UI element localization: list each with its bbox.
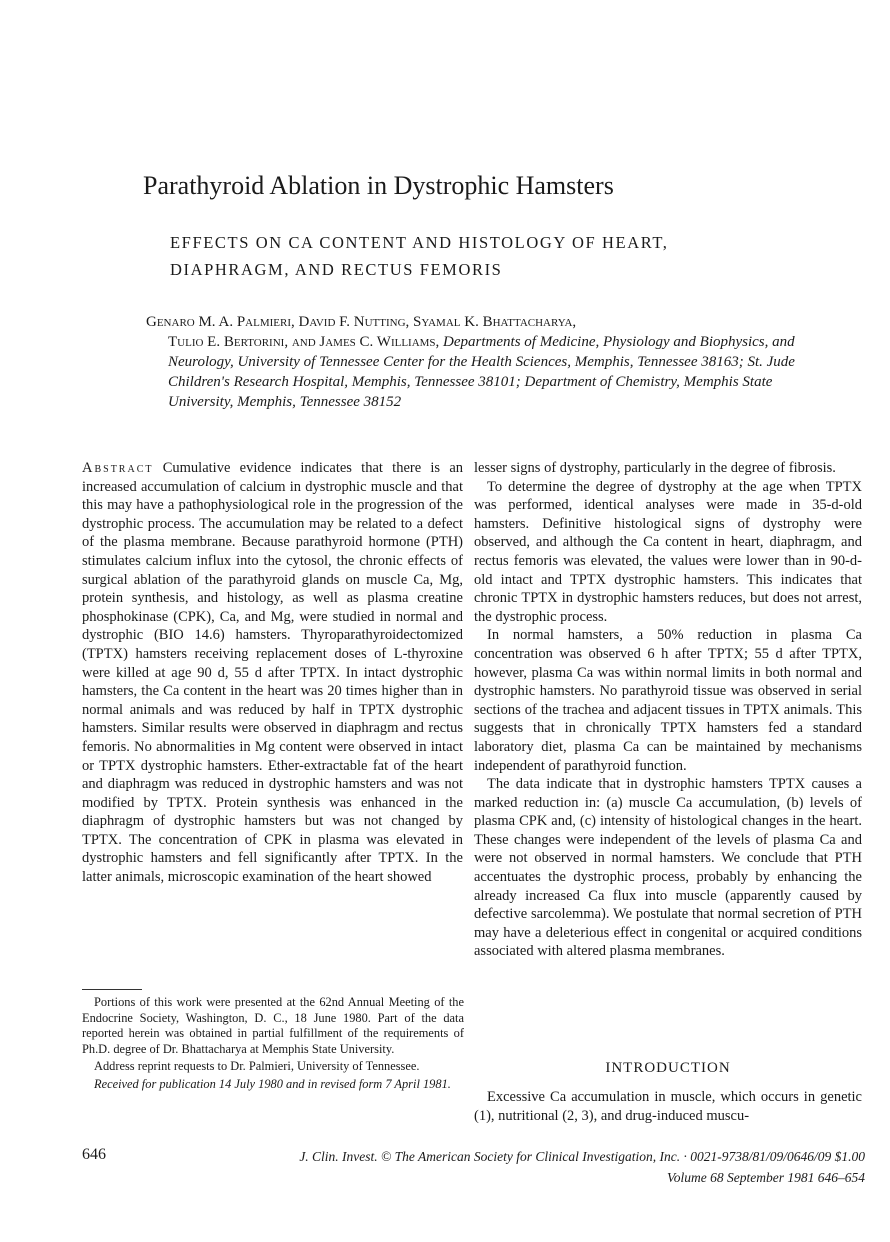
subtitle-line-1: EFFECTS ON CA CONTENT AND HISTOLOGY OF HEART, bbox=[170, 233, 669, 252]
left-column bbox=[82, 459, 463, 887]
subtitle-line-2: DIAPHRAGM, AND RECTUS FEMORIS bbox=[170, 260, 503, 279]
authors-line-1: Genaro M. A. Palmieri, David F. Nutting, Syamal K. Bhattacharya, bbox=[146, 314, 577, 330]
abstract-label: Abstract bbox=[82, 460, 154, 476]
right-column bbox=[474, 459, 862, 961]
volume-info: Volume 68 September 1981 646–654 bbox=[667, 1170, 865, 1185]
page-number: 646 bbox=[82, 1146, 106, 1163]
introduction-heading: INTRODUCTION bbox=[605, 1060, 731, 1076]
paper-subtitle bbox=[170, 229, 850, 283]
paper-title: Parathyroid Ablation in Dystrophic Hamsters bbox=[143, 171, 614, 200]
abstract-paragraph-1 bbox=[82, 459, 463, 887]
abstract-continuation: lesser signs of dystrophy, particularly in the degree of fibrosis. bbox=[474, 460, 836, 476]
authors-line-2: Tulio E. Bertorini, and James C. Williams, bbox=[168, 334, 440, 350]
author-affiliation: Departments of Medicine, Physiology and Biophysics, and Neurology, University of Tennessee Center for the Health Sciences, Memphis, Tennessee 38163; St. Jude Children's Research Hospital, Memphis, Tennessee 38101; Department of Chemistry, Memphis State University, Memphis, Tennessee 38152 bbox=[168, 334, 795, 410]
footnote-rule bbox=[82, 989, 142, 990]
author-block bbox=[146, 312, 836, 412]
abstract-paragraph-2: To determine the degree of dystrophy at the age when TPTX was performed, identical analyses were made in 35-d-old hamsters. Definitive histological signs of dystrophy were observed, and although the Ca content in heart, diaphragm, and rectus femoris was elevated, the values were lower than in 90-d-old intact and TPTX dystrophic hamsters. This indicates that chronic TPTX in dystrophic hamsters reduces, but does not arrest, the dystrophic process. bbox=[474, 478, 862, 625]
footnote-received: Received for publication 14 July 1980 and in revised form 7 April 1981. bbox=[94, 1076, 451, 1091]
footnote-reprints: Address reprint requests to Dr. Palmieri, University of Tennessee. bbox=[94, 1059, 420, 1074]
abstract-paragraph-3: In normal hamsters, a 50% reduction in plasma Ca concentration was observed 6 h after TPTX; 55 d after TPTX, however, plasma Ca was within normal limits in both normal and dystrophic hamsters. No parathyroid tissue was observed in serial sections of the trachea and adjacent tissues in TPTX animals. This suggests that in chronically TPTX hamsters fed a standard laboratory diet, plasma Ca can be maintained by mechanisms independent of parathyroid function. bbox=[474, 627, 862, 774]
footnotes bbox=[82, 995, 464, 1095]
footnote-presented: Portions of this work were presented at the 62nd Annual Meeting of the Endocrine Society, Washington, D. C., 18 June 1980. Part of the data reported herein was obtained in partial fulfillment of the requirements of Ph.D. degree of Dr. Bhattacharya at Memphis State University. bbox=[82, 995, 464, 1056]
introduction-text bbox=[474, 1088, 862, 1125]
introduction-paragraph: Excessive Ca accumulation in muscle, which occurs in genetic (1), nutritional (2, 3), and drug-induced muscu- bbox=[474, 1089, 862, 1124]
abstract-paragraph-4: The data indicate that in dystrophic hamsters TPTX causes a marked reduction in: (a) muscle Ca accumulation, (b) levels of plasma CPK and, (c) intensity of histological changes in the heart. These changes were independent of the levels of plasma Ca and were not observed in normal hamsters. We conclude that PTH accentuates the dystrophic process, probably by enhancing the already increased Ca flux into muscle (apparently caused by defective sarcolemma). We postulate that normal secretion of PTH may have a deleterious effect in congenital or acquired conditions associated with altered plasma membranes. bbox=[474, 776, 862, 960]
journal-citation: J. Clin. Invest. © The American Society for Clinical Investigation, Inc. · 0021-9738/81/09/0646/09 $1.00 bbox=[299, 1149, 865, 1164]
abstract-text: Cumulative evidence indicates that there is an increased accumulation of calcium in dystrophic muscle and that this may have a pathophysiological role in the progression of the dystrophic process. The accumulation may be related to a defect of the plasma membrane. Because parathyroid hormone (PTH) stimulates calcium influx into the cytosol, the chronic effects of surgical ablation of the parathyroid glands on muscle Ca, Mg, protein synthesis, and histology, as well as plasma creatine phosphokinase (CPK), Ca, and Mg, were studied in normal and dystrophic (BIO 14.6) hamsters. Thyroparathyroidectomized (TPTX) hamsters receiving replacement doses of L-thyroxine were killed at age 90 d, 55 d after TPTX. In intact dystrophic hamsters, the Ca content in the heart was 20 times higher than in normal animals and was reduced by half in TPTX dystrophic hamsters. Similar results were observed in diaphragm and rectus femoris. No abnormalities in Mg content were observed in intact or TPTX dystrophic hamsters. Ether-extractable fat of the heart and diaphragm was reduced in dystrophic hamsters and was not modified by TPTX. Protein synthesis was enhanced in the diaphragm of dystrophic hamsters but was not changed by TPTX. The concentration of CPK in plasma was elevated in dystrophic hamsters and fell significantly after TPTX. In the latter animals, microscopic examination of the heart showed bbox=[82, 460, 464, 886]
